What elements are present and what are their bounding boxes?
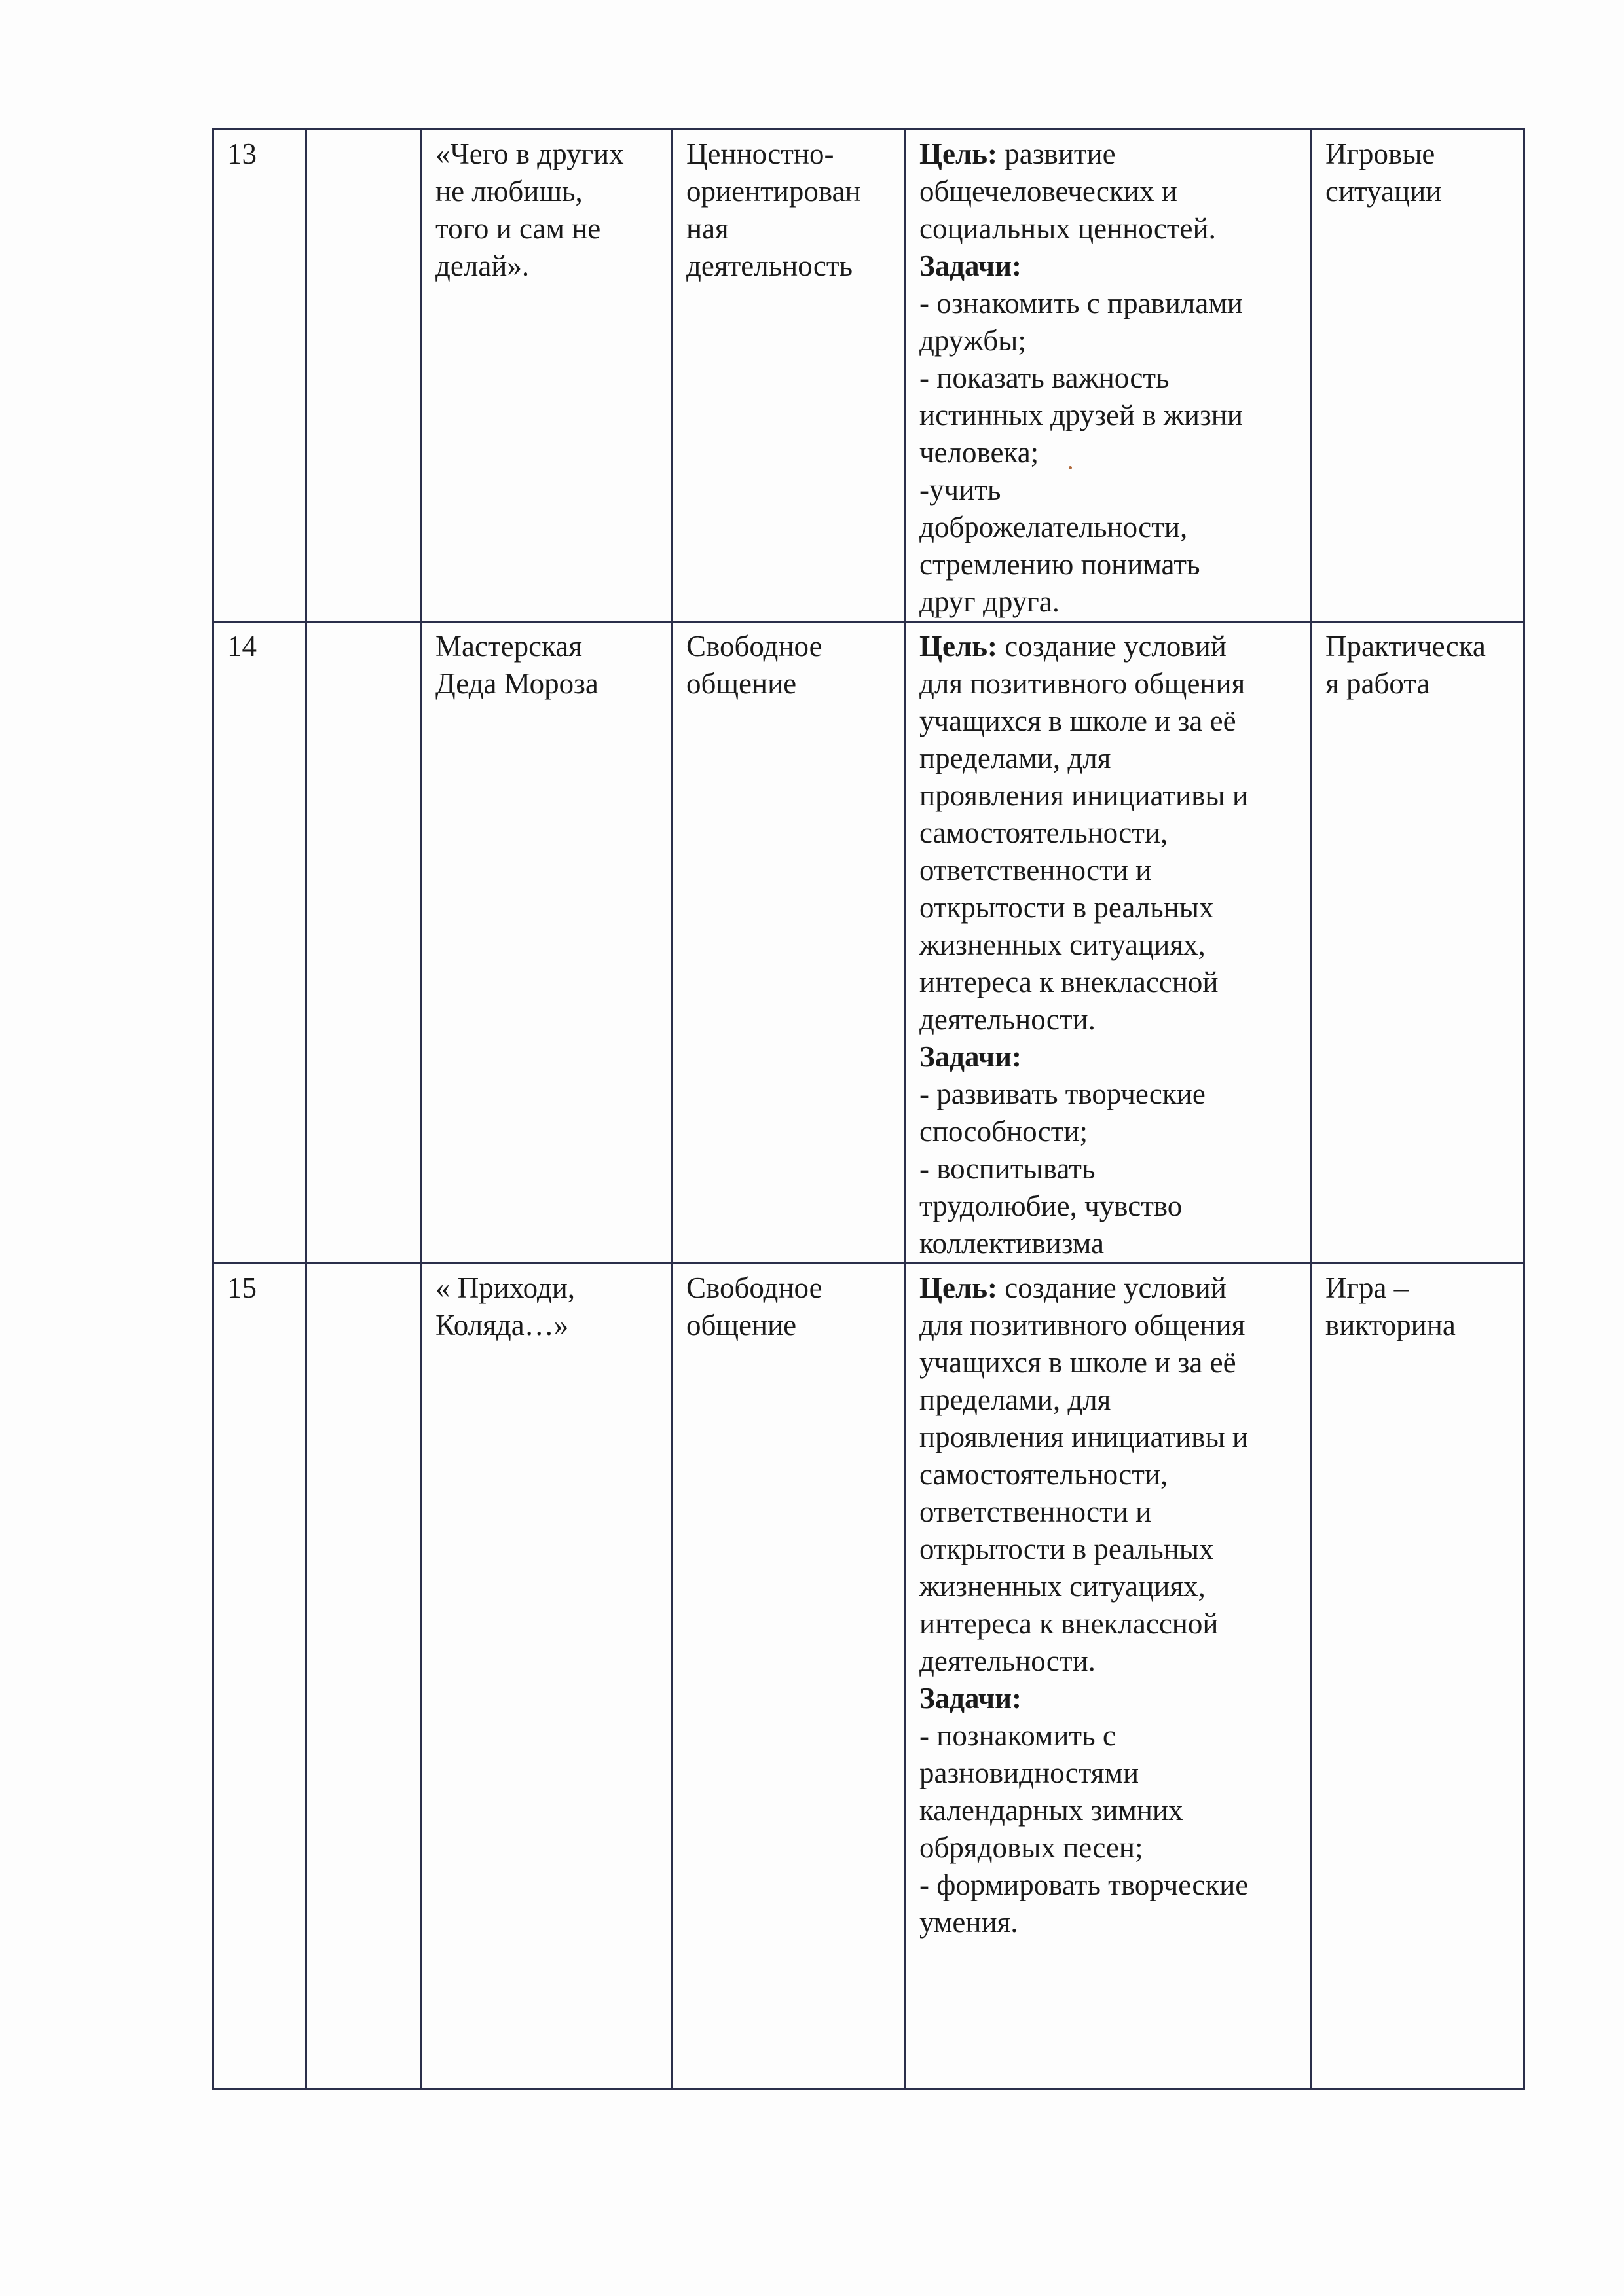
text-line: жизненных ситуациях,: [919, 1570, 1206, 1603]
text-line: общечеловеческих и: [919, 175, 1177, 208]
text-line: деятельность: [686, 249, 853, 282]
text-line: человека;: [919, 436, 1039, 469]
text-line: для позитивного общения: [919, 1309, 1246, 1341]
cell-topic: [422, 1264, 673, 2089]
text-line: - воспитывать: [919, 1152, 1096, 1185]
text-line: интереса к внеклассной: [919, 966, 1219, 998]
goal-line: [919, 628, 1304, 665]
text-line: Ценностно-: [686, 137, 834, 170]
goal-line: [919, 1269, 1304, 1307]
cell-work-type: [1312, 622, 1524, 1264]
text-line: общение: [686, 667, 797, 700]
cell-number: 13: [213, 130, 306, 622]
text-line: Деда Мороза: [435, 667, 599, 700]
goal-text-first: создание условий: [997, 630, 1227, 663]
text-line: ситуации: [1325, 175, 1442, 208]
text-line: истинных друзей в жизни: [919, 399, 1243, 431]
table-row: [213, 130, 1524, 622]
goal-text-first: развитие: [997, 137, 1116, 170]
cell-goals-tasks: [906, 1264, 1312, 2089]
text-line: умения.: [919, 1906, 1018, 1939]
text-line: календарных зимних: [919, 1794, 1183, 1827]
text-line: викторина: [1325, 1309, 1456, 1341]
lesson-plan-table: [212, 128, 1525, 2090]
text-line: Игровые: [1325, 137, 1435, 170]
goal-line: [919, 136, 1304, 173]
text-line: способности;: [919, 1115, 1088, 1148]
text-line: Практическа: [1325, 630, 1486, 663]
text-line: дружбы;: [919, 324, 1026, 357]
goal-label: Цель:: [919, 1271, 998, 1304]
goal-text: [919, 173, 1304, 247]
goal-label: Цель:: [919, 630, 998, 663]
text-line: стремлению понимать: [919, 548, 1200, 581]
text-line: Свободное: [686, 1271, 822, 1304]
tasks-list: [919, 1717, 1304, 1941]
text-line: ориентирован: [686, 175, 861, 208]
text-line: жизненных ситуациях,: [919, 928, 1206, 961]
text-line: открытости в реальных: [919, 1533, 1214, 1565]
tasks-label: Задачи:: [919, 249, 1022, 282]
text-line: друг друга.: [919, 585, 1060, 618]
text-line: ответственности и: [919, 1495, 1152, 1528]
text-line: Мастерская: [435, 630, 582, 663]
text-line: - формировать творческие: [919, 1868, 1249, 1901]
cell-activity-form: [673, 130, 906, 622]
text-line: коллективизма: [919, 1227, 1104, 1260]
cell-number: 15: [213, 1264, 306, 2089]
text-line: - ознакомить с правилами: [919, 287, 1243, 319]
text-line: - развивать творческие: [919, 1078, 1206, 1110]
table-body: [213, 130, 1524, 2089]
cell-goals-tasks: [906, 622, 1312, 1264]
text-line: общение: [686, 1309, 797, 1341]
goal-text: [919, 1307, 1304, 1680]
text-line: того и сам не: [435, 212, 601, 245]
text-line: я работа: [1325, 667, 1430, 700]
cell-work-type: [1312, 1264, 1524, 2089]
text-line: учащихся в школе и за её: [919, 704, 1236, 737]
text-line: учащихся в школе и за её: [919, 1346, 1236, 1379]
goal-text: [919, 665, 1304, 1038]
tasks-label: Задачи:: [919, 1682, 1022, 1715]
text-line: Коляда…»: [435, 1309, 569, 1341]
cell-date: [306, 622, 422, 1264]
text-line: трудолюбие, чувство: [919, 1190, 1183, 1222]
scan-speck: [1069, 466, 1072, 469]
cell-date: [306, 130, 422, 622]
text-line: открытости в реальных: [919, 891, 1214, 924]
text-line: Свободное: [686, 630, 822, 663]
text-line: - показать важность: [919, 361, 1170, 394]
tasks-list: [919, 1076, 1304, 1262]
text-line: разновидностями: [919, 1757, 1139, 1789]
cell-topic: [422, 130, 673, 622]
cell-activity-form: [673, 1264, 906, 2089]
text-line: - познакомить с: [919, 1719, 1116, 1752]
table-row: [213, 1264, 1524, 2089]
text-line: не любишь,: [435, 175, 583, 208]
text-line: интереса к внеклассной: [919, 1607, 1219, 1640]
text-line: делай».: [435, 249, 530, 282]
text-line: обрядовых песен;: [919, 1831, 1143, 1864]
text-line: Игра –: [1325, 1271, 1409, 1304]
cell-topic: [422, 622, 673, 1264]
text-line: самостоятельности,: [919, 1458, 1168, 1491]
tasks-list: [919, 285, 1304, 621]
text-line: доброжелательности,: [919, 511, 1188, 543]
cell-work-type: [1312, 130, 1524, 622]
text-line: для позитивного общения: [919, 667, 1246, 700]
text-line: -учить: [919, 473, 1001, 506]
goal-text-first: создание условий: [997, 1271, 1227, 1304]
text-line: ответственности и: [919, 854, 1152, 886]
cell-number: 14: [213, 622, 306, 1264]
text-line: самостоятельности,: [919, 816, 1168, 849]
text-line: ная: [686, 212, 729, 245]
table-row: [213, 622, 1524, 1264]
cell-goals-tasks: [906, 130, 1312, 622]
text-line: проявления инициативы и: [919, 779, 1248, 812]
tasks-label: Задачи:: [919, 1040, 1022, 1073]
text-line: пределами, для: [919, 742, 1111, 774]
text-line: социальных ценностей.: [919, 212, 1216, 245]
goal-label: Цель:: [919, 137, 998, 170]
text-line: « Приходи,: [435, 1271, 576, 1304]
cell-date: [306, 1264, 422, 2089]
cell-activity-form: [673, 622, 906, 1264]
text-line: проявления инициативы и: [919, 1421, 1248, 1453]
text-line: «Чего в других: [435, 137, 624, 170]
text-line: пределами, для: [919, 1383, 1111, 1416]
text-line: деятельности.: [919, 1645, 1096, 1677]
text-line: деятельности.: [919, 1003, 1096, 1036]
